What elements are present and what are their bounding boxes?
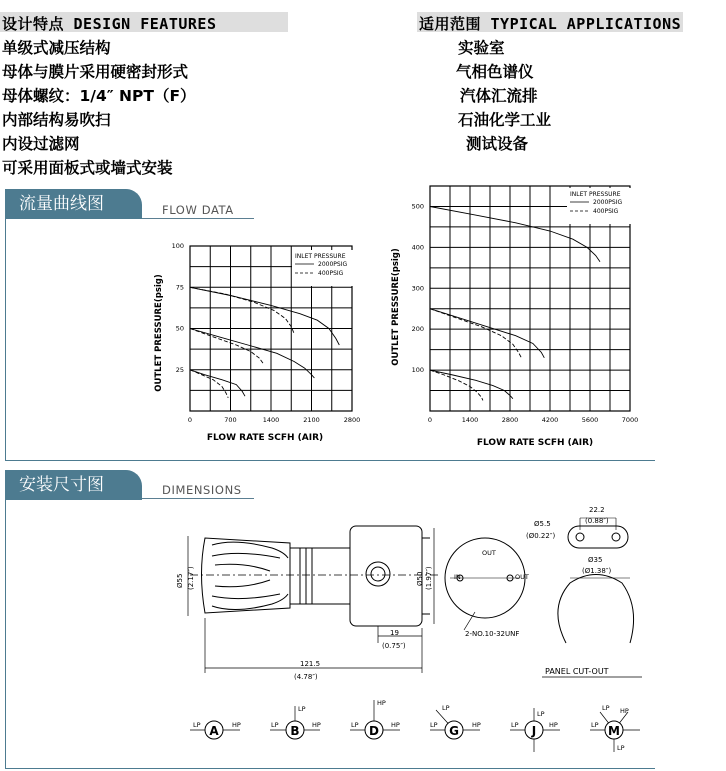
w222-inch: (0.88″)	[585, 517, 609, 525]
port-config-A	[190, 721, 241, 739]
dim121-inch: (4.78″)	[294, 673, 318, 681]
svg-text:HP: HP	[391, 721, 400, 729]
feature-item: 可采用面板式或墙式安装	[2, 159, 173, 177]
x-tick-label: 7000	[621, 416, 639, 424]
dim19-label: 19	[390, 629, 399, 637]
legend-entry: 400PSIG	[593, 208, 619, 215]
svg-text:LP: LP	[602, 704, 610, 712]
flow-section-underline	[142, 218, 254, 219]
svg-text:LP: LP	[591, 721, 599, 729]
svg-text:B: B	[290, 724, 300, 738]
d55-label: Ø5.5	[534, 520, 551, 528]
chart2-ylabel: OUTLET PRESSURE(psig)	[391, 248, 401, 366]
x-tick-label: 0	[187, 416, 193, 424]
svg-text:M: M	[608, 724, 620, 738]
svg-text:LP: LP	[430, 721, 438, 729]
series-line	[190, 287, 339, 345]
flow-section-tab: 流量曲线图	[5, 189, 142, 219]
svg-text:LP: LP	[271, 721, 279, 729]
series-line	[190, 370, 228, 398]
svg-text:HP: HP	[549, 721, 558, 729]
y-tick-label: 200	[411, 325, 424, 334]
series-line	[190, 329, 314, 379]
panel-cutout-label: PANEL CUT-OUT	[545, 667, 609, 676]
feature-item: 母体螺纹：1/4″ NPT（F）	[2, 87, 196, 105]
svg-text:LP: LP	[617, 744, 625, 752]
svg-text:HP: HP	[620, 707, 629, 715]
y-tick-label: 400	[411, 243, 424, 252]
application-item: 测试设备	[466, 135, 529, 153]
feature-item: 母体与膜片采用硬密封形式	[2, 63, 189, 81]
y-tick-label: 100	[411, 366, 424, 375]
legend-title: INLET PRESSURE	[570, 191, 621, 198]
x-tick-label: 2100	[303, 416, 320, 424]
regulator-side-view	[202, 526, 431, 626]
application-item: 气相色谱仪	[456, 63, 534, 81]
design-features-title: 设计特点 DESIGN FEATURES	[2, 15, 217, 33]
dim50-label: Ø50	[416, 571, 424, 586]
d55-inch: (Ø0.22″)	[526, 532, 556, 540]
d35-label: Ø35	[588, 556, 603, 564]
y-tick-label: 75	[175, 283, 184, 292]
flow-frame-bottom	[5, 460, 655, 461]
port-config-G	[430, 704, 481, 739]
feature-item: 内设过滤网	[2, 135, 80, 153]
x-tick-label: 4200	[541, 416, 559, 424]
y-tick-label: 50	[175, 324, 184, 333]
d35-inch: (Ø1.38″)	[582, 567, 612, 575]
x-tick-label: 2800	[501, 416, 519, 424]
svg-text:LP: LP	[351, 721, 359, 729]
y-tick-label: 25	[175, 365, 184, 374]
y-tick-label: 300	[411, 284, 424, 293]
application-item: 汽体汇流排	[460, 87, 538, 105]
dim19-inch: (0.75″)	[382, 642, 406, 650]
svg-text:HP: HP	[472, 721, 481, 729]
chart2-xlabel: FLOW RATE SCFH (AIR)	[476, 438, 594, 448]
x-tick-label: 700	[224, 416, 237, 424]
front-in-label: IN	[454, 573, 461, 581]
series-line	[430, 309, 544, 358]
dimension-drawings	[0, 478, 726, 768]
svg-text:A: A	[209, 724, 219, 738]
y-tick-label: 100	[171, 242, 184, 250]
x-tick-label: 1400	[461, 416, 479, 424]
x-tick-label: 5600	[581, 416, 599, 424]
legend-title: INLET PRESSURE	[295, 253, 346, 260]
svg-text:LP: LP	[537, 710, 545, 718]
series-line	[190, 287, 294, 333]
w222-label: 22.2	[589, 506, 605, 514]
svg-text:HP: HP	[312, 721, 321, 729]
series-line	[430, 370, 483, 400]
y-tick-label: 500	[411, 202, 424, 211]
dim55-label: Ø55	[176, 573, 184, 588]
legend-entry: 2000PSIG	[593, 199, 623, 206]
typical-applications-title: 适用范围 TYPICAL APPLICATIONS	[419, 15, 682, 33]
svg-text:J: J	[531, 724, 537, 738]
dim55-inch: (2.17″)	[187, 566, 195, 590]
port-config-J	[510, 708, 560, 752]
svg-text:LP: LP	[442, 704, 450, 712]
dimensions-section-tab: 安装尺寸图	[5, 470, 142, 500]
x-tick-label: 1400	[262, 416, 280, 424]
panel-cutout	[558, 575, 634, 644]
application-item: 石油化学工业	[458, 111, 552, 129]
dim-frame-bottom	[5, 768, 655, 769]
port-config-M	[590, 704, 640, 752]
x-tick-label: 0	[427, 416, 433, 424]
chart1-ylabel: OUTLET PRESSURE(psig)	[154, 274, 164, 392]
x-tick-label: 2800	[343, 416, 361, 424]
svg-text:LP: LP	[298, 705, 306, 713]
flow-chart-large	[390, 182, 650, 452]
front-out-label-2: OUT	[515, 573, 529, 581]
svg-text:G: G	[449, 724, 459, 738]
svg-text:HP: HP	[232, 721, 241, 729]
svg-text:LP: LP	[511, 721, 519, 729]
port-config-D	[350, 699, 400, 739]
feature-item: 内部结构易吹扫	[2, 111, 111, 129]
svg-text:LP: LP	[193, 721, 201, 729]
hole-thread-label: 2-NO.10-32UNF	[465, 630, 520, 638]
chart1-xlabel: FLOW RATE SCFH (AIR)	[206, 433, 324, 443]
feature-item: 单级式减压结构	[2, 39, 111, 57]
port-config-B	[270, 705, 321, 739]
flow-chart-small	[150, 238, 380, 448]
dimensions-section-subtitle: DIMENSIONS	[162, 483, 242, 497]
dim50-inch: (1.97″)	[425, 566, 433, 590]
flow-frame-left	[5, 218, 6, 460]
dim121-label: 121.5	[300, 660, 321, 668]
legend-entry: 400PSIG	[318, 270, 344, 277]
front-out-label: OUT	[482, 549, 496, 557]
application-item: 实验室	[458, 39, 505, 57]
svg-text:D: D	[369, 724, 379, 738]
svg-text:HP: HP	[377, 699, 386, 707]
flow-section-subtitle: FLOW DATA	[162, 203, 234, 217]
legend-entry: 2000PSIG	[318, 261, 348, 268]
